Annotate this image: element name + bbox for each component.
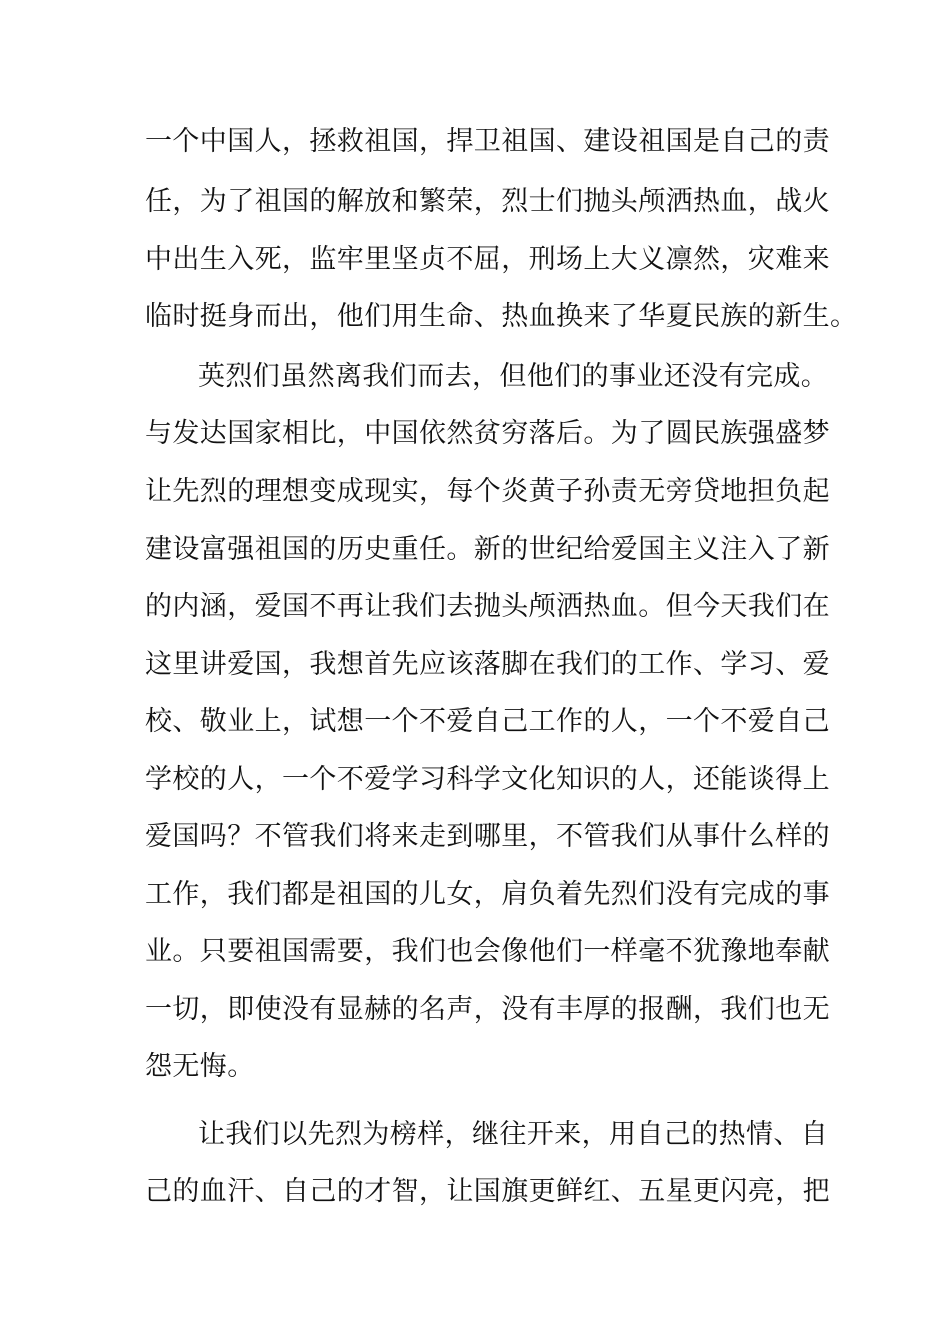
text-line-6: 与发达国家相比，中国依然贫穷落后。为了圆民族强盛梦 <box>145 418 830 449</box>
text-line-7: 让先烈的理想变成现实，每个炎黄子孙责无旁贷地担负起 <box>145 476 830 507</box>
text-line-17: 怨无悔。 <box>145 1051 255 1082</box>
text-line-11: 校、敬业上，试想一个不爱自己工作的人，一个不爱自己 <box>145 706 830 737</box>
text-line-15: 业。只要祖国需要，我们也会像他们一样毫不犹豫地奉献 <box>145 936 830 967</box>
text-line-14: 工作，我们都是祖国的儿女，肩负着先烈们没有完成的事 <box>145 879 830 910</box>
text-line-3: 中出生入死，监牢里坚贞不屈，刑场上大义凛然，灾难来 <box>145 244 830 275</box>
text-line-19: 己的血汗、自己的才智，让国旗更鲜红、五星更闪亮，把 <box>145 1176 830 1207</box>
text-line-9: 的内涵，爱国不再让我们去抛头颅洒热血。但今天我们在 <box>145 591 830 622</box>
text-line-12: 学校的人，一个不爱学习科学文化知识的人，还能谈得上 <box>145 764 830 795</box>
text-line-2: 任，为了祖国的解放和繁荣，烈士们抛头颅洒热血，战火 <box>145 186 830 217</box>
text-line-4: 临时挺身而出，他们用生命、热血换来了华夏民族的新生。 <box>145 301 858 332</box>
text-line-8: 建设富强祖国的历史重任。新的世纪给爱国主义注入了新 <box>145 534 830 565</box>
text-line-1: 一个中国人，拯救祖国，捍卫祖国、建设祖国是自己的责 <box>145 126 830 157</box>
text-line-16: 一切，即使没有显赫的名声，没有丰厚的报酬，我们也无 <box>145 994 830 1025</box>
text-line-5: 英烈们虽然离我们而去，但他们的事业还没有完成。 <box>198 361 829 392</box>
text-line-13: 爱国吗？不管我们将来走到哪里，不管我们从事什么样的 <box>145 821 830 852</box>
text-line-10: 这里讲爱国，我想首先应该落脚在我们的工作、学习、爱 <box>145 649 830 680</box>
text-line-18: 让我们以先烈为榜样，继往开来，用自己的热情、自 <box>198 1119 829 1150</box>
